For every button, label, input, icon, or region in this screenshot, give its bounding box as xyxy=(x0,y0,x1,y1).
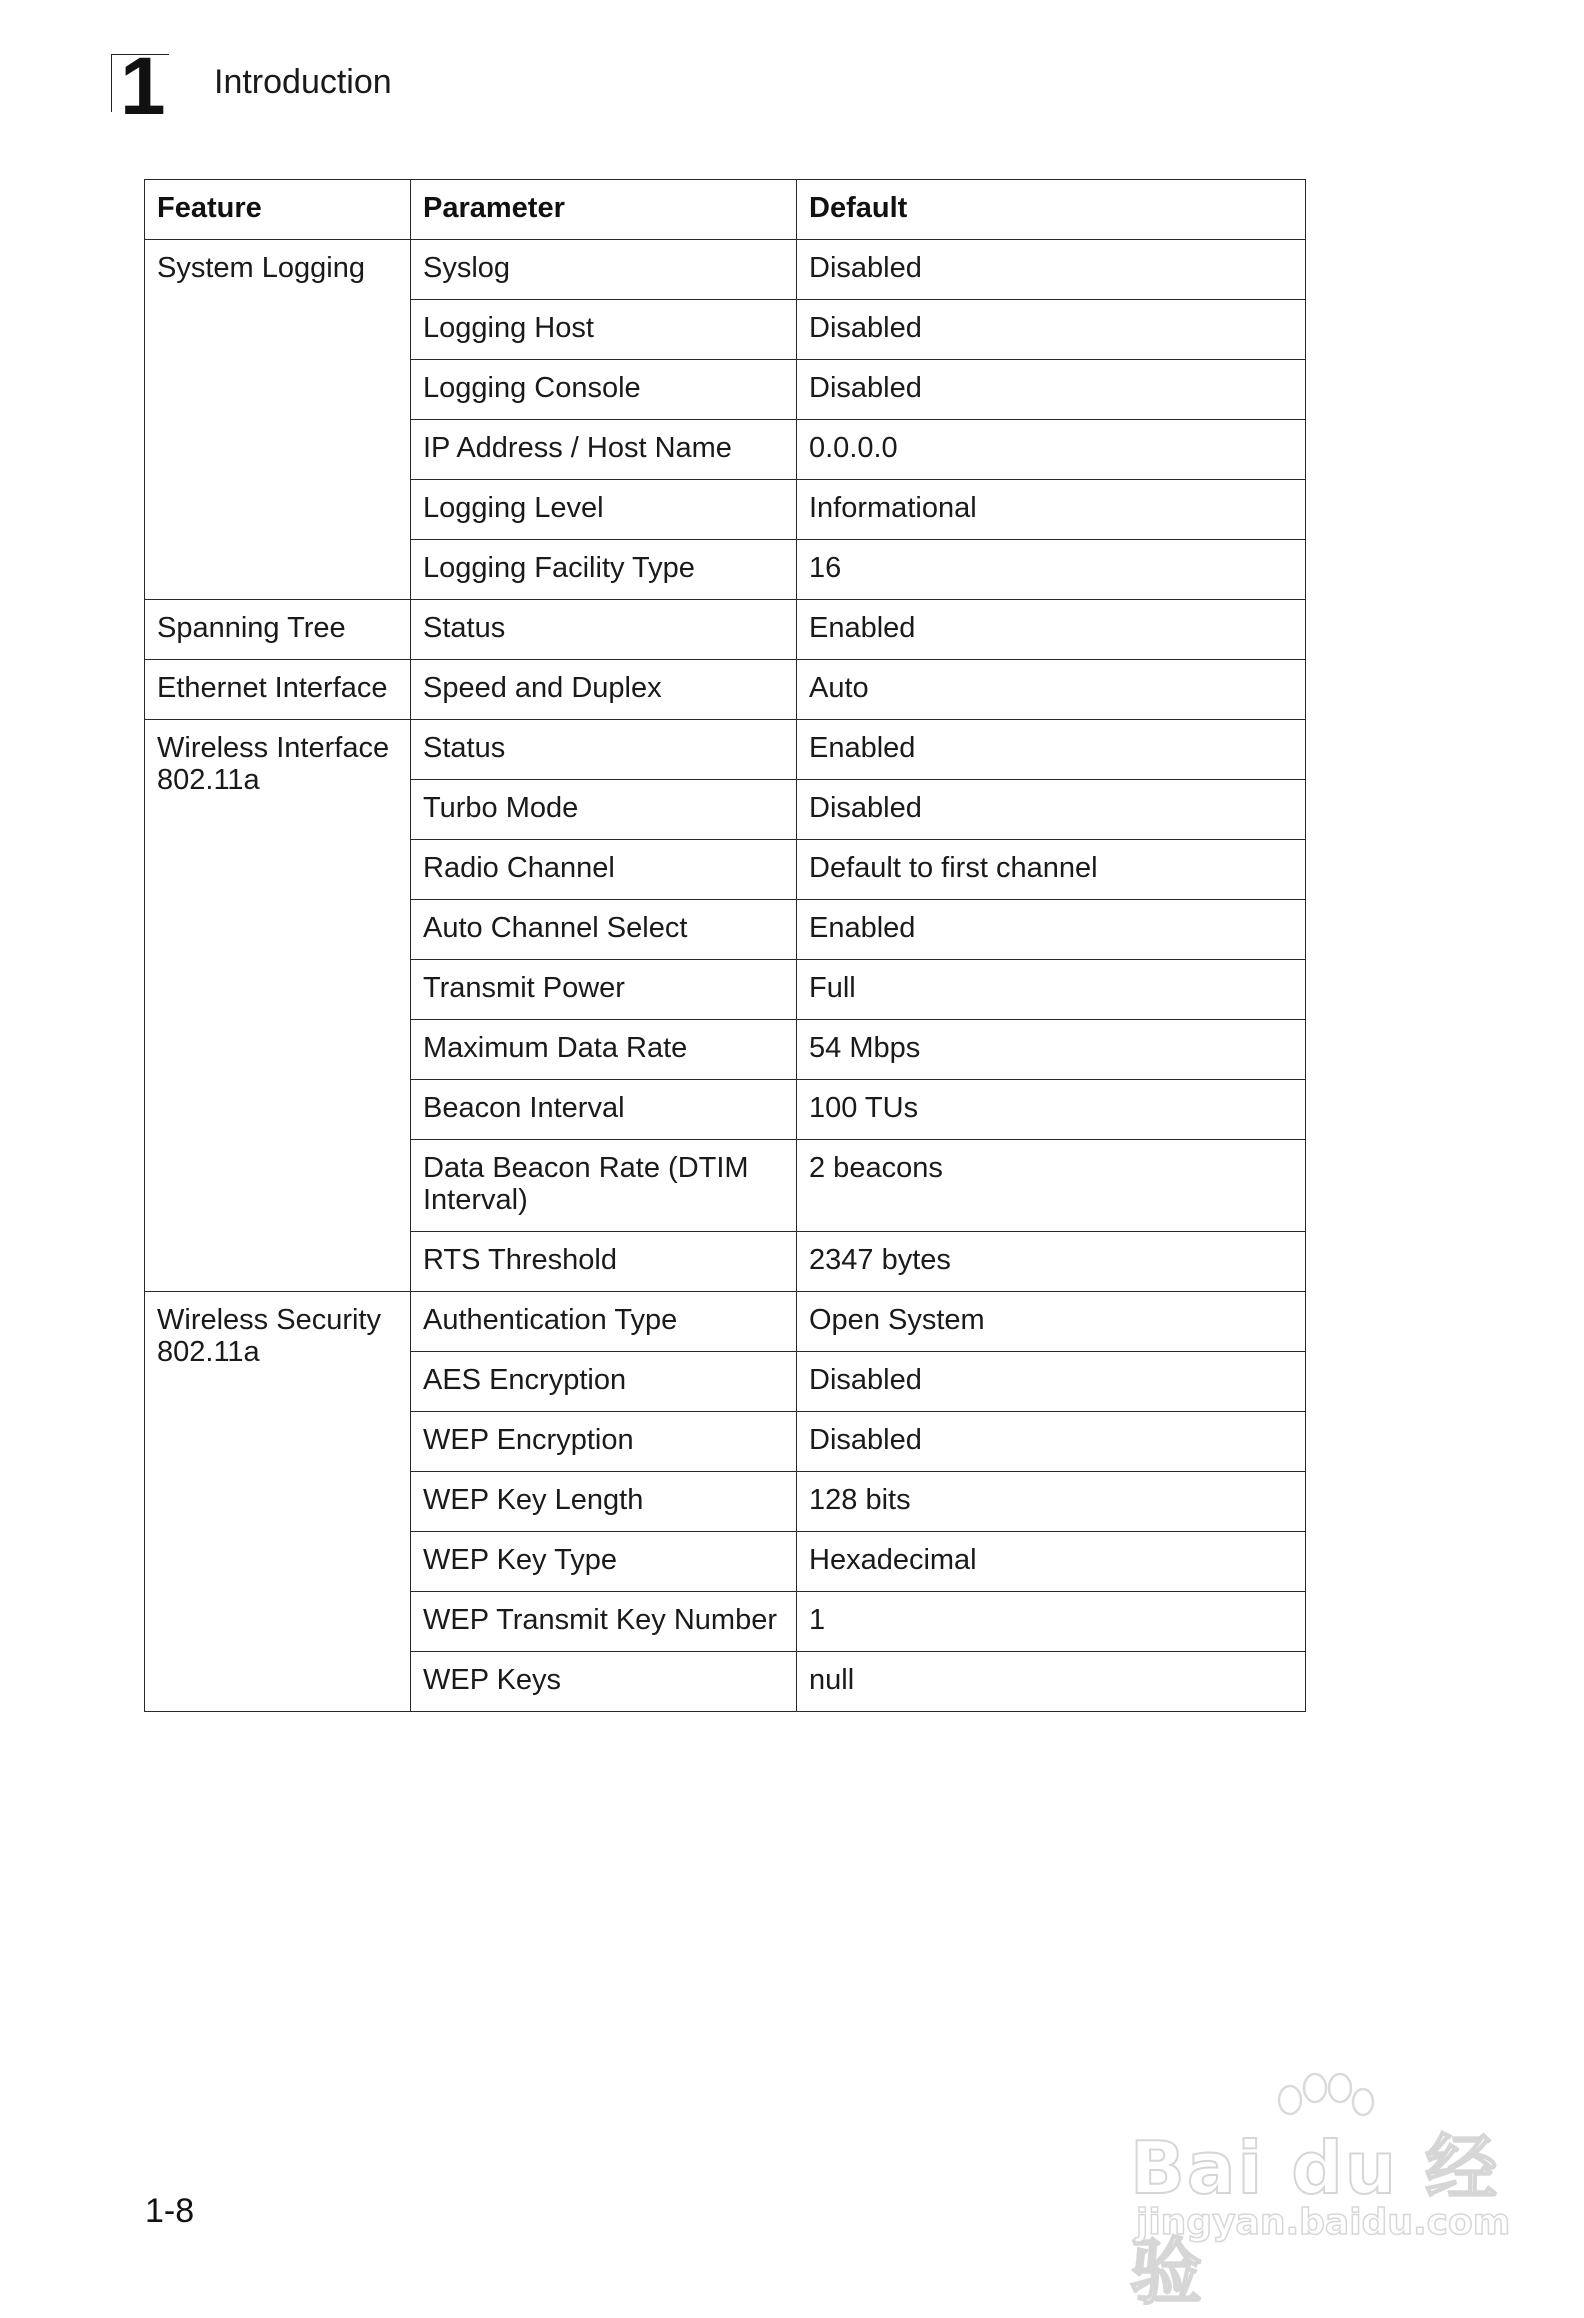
parameter-cell: RTS Threshold xyxy=(411,1232,797,1292)
page-number: 1-8 xyxy=(145,2192,195,2230)
default-cell: Disabled xyxy=(797,1412,1306,1472)
default-cell: Default to first channel xyxy=(797,840,1306,900)
default-cell: 1 xyxy=(797,1592,1306,1652)
default-cell: Disabled xyxy=(797,240,1306,300)
parameter-cell: Turbo Mode xyxy=(411,780,797,840)
default-cell: 100 TUs xyxy=(797,1080,1306,1140)
parameter-cell: Transmit Power xyxy=(411,960,797,1020)
feature-cell-spanning-tree: Spanning Tree xyxy=(145,600,411,660)
feature-cell-system-logging: System Logging xyxy=(145,240,411,600)
default-cell: 128 bits xyxy=(797,1472,1306,1532)
default-cell: Hexadecimal xyxy=(797,1532,1306,1592)
parameter-cell: Maximum Data Rate xyxy=(411,1020,797,1080)
parameter-cell: Status xyxy=(411,720,797,780)
parameter-cell: IP Address / Host Name xyxy=(411,420,797,480)
column-header-default: Default xyxy=(797,180,1306,240)
default-cell: Disabled xyxy=(797,1352,1306,1412)
parameter-cell: WEP Transmit Key Number xyxy=(411,1592,797,1652)
default-cell: 2347 bytes xyxy=(797,1232,1306,1292)
table-row xyxy=(145,600,1306,660)
default-cell: Disabled xyxy=(797,360,1306,420)
column-header-feature: Feature xyxy=(145,180,411,240)
table-row xyxy=(145,720,1306,780)
table-header-row xyxy=(145,180,1306,240)
default-cell: 2 beacons xyxy=(797,1140,1306,1232)
parameter-cell: Radio Channel xyxy=(411,840,797,900)
default-cell: Open System xyxy=(797,1292,1306,1352)
default-cell: 0.0.0.0 xyxy=(797,420,1306,480)
parameter-cell: Data Beacon Rate (DTIM Interval) xyxy=(411,1140,797,1232)
default-cell: Disabled xyxy=(797,300,1306,360)
parameter-cell: Syslog xyxy=(411,240,797,300)
default-cell: Informational xyxy=(797,480,1306,540)
parameter-cell: Authentication Type xyxy=(411,1292,797,1352)
parameter-cell: WEP Key Type xyxy=(411,1532,797,1592)
default-cell: Auto xyxy=(797,660,1306,720)
feature-cell-ethernet-interface: Ethernet Interface xyxy=(145,660,411,720)
default-cell: null xyxy=(797,1652,1306,1712)
default-cell: Full xyxy=(797,960,1306,1020)
parameter-cell: Status xyxy=(411,600,797,660)
watermark-logo-text: Bai du 经验 xyxy=(1130,2126,1500,2314)
default-cell: Enabled xyxy=(797,600,1306,660)
default-cell: Enabled xyxy=(797,720,1306,780)
column-header-parameter: Parameter xyxy=(411,180,797,240)
default-cell: Enabled xyxy=(797,900,1306,960)
feature-cell-wireless-security: Wireless Security 802.11a xyxy=(145,1292,411,1712)
watermark-url-text: jingyan.baidu.com xyxy=(1136,2202,1511,2243)
parameter-cell: Logging Facility Type xyxy=(411,540,797,600)
parameter-cell: Auto Channel Select xyxy=(411,900,797,960)
baidu-jingyan-watermark xyxy=(1120,2070,1511,2314)
parameter-cell: Logging Console xyxy=(411,360,797,420)
table-row xyxy=(145,660,1306,720)
parameter-cell: Logging Host xyxy=(411,300,797,360)
parameter-cell: AES Encryption xyxy=(411,1352,797,1412)
default-settings-table xyxy=(144,179,1306,1712)
chapter-number: 1 xyxy=(120,41,164,132)
default-cell: Disabled xyxy=(797,780,1306,840)
parameter-cell: Beacon Interval xyxy=(411,1080,797,1140)
parameter-cell: WEP Encryption xyxy=(411,1412,797,1472)
parameter-cell: WEP Key Length xyxy=(411,1472,797,1532)
parameter-cell: Speed and Duplex xyxy=(411,660,797,720)
table-row xyxy=(145,240,1306,300)
default-cell: 16 xyxy=(797,540,1306,600)
feature-cell-wireless-interface: Wireless Interface 802.11a xyxy=(145,720,411,1292)
default-cell: 54 Mbps xyxy=(797,1020,1306,1080)
page-header-title: Introduction xyxy=(214,63,392,101)
table-row xyxy=(145,1292,1306,1352)
parameter-cell: Logging Level xyxy=(411,480,797,540)
parameter-cell: WEP Keys xyxy=(411,1652,797,1712)
